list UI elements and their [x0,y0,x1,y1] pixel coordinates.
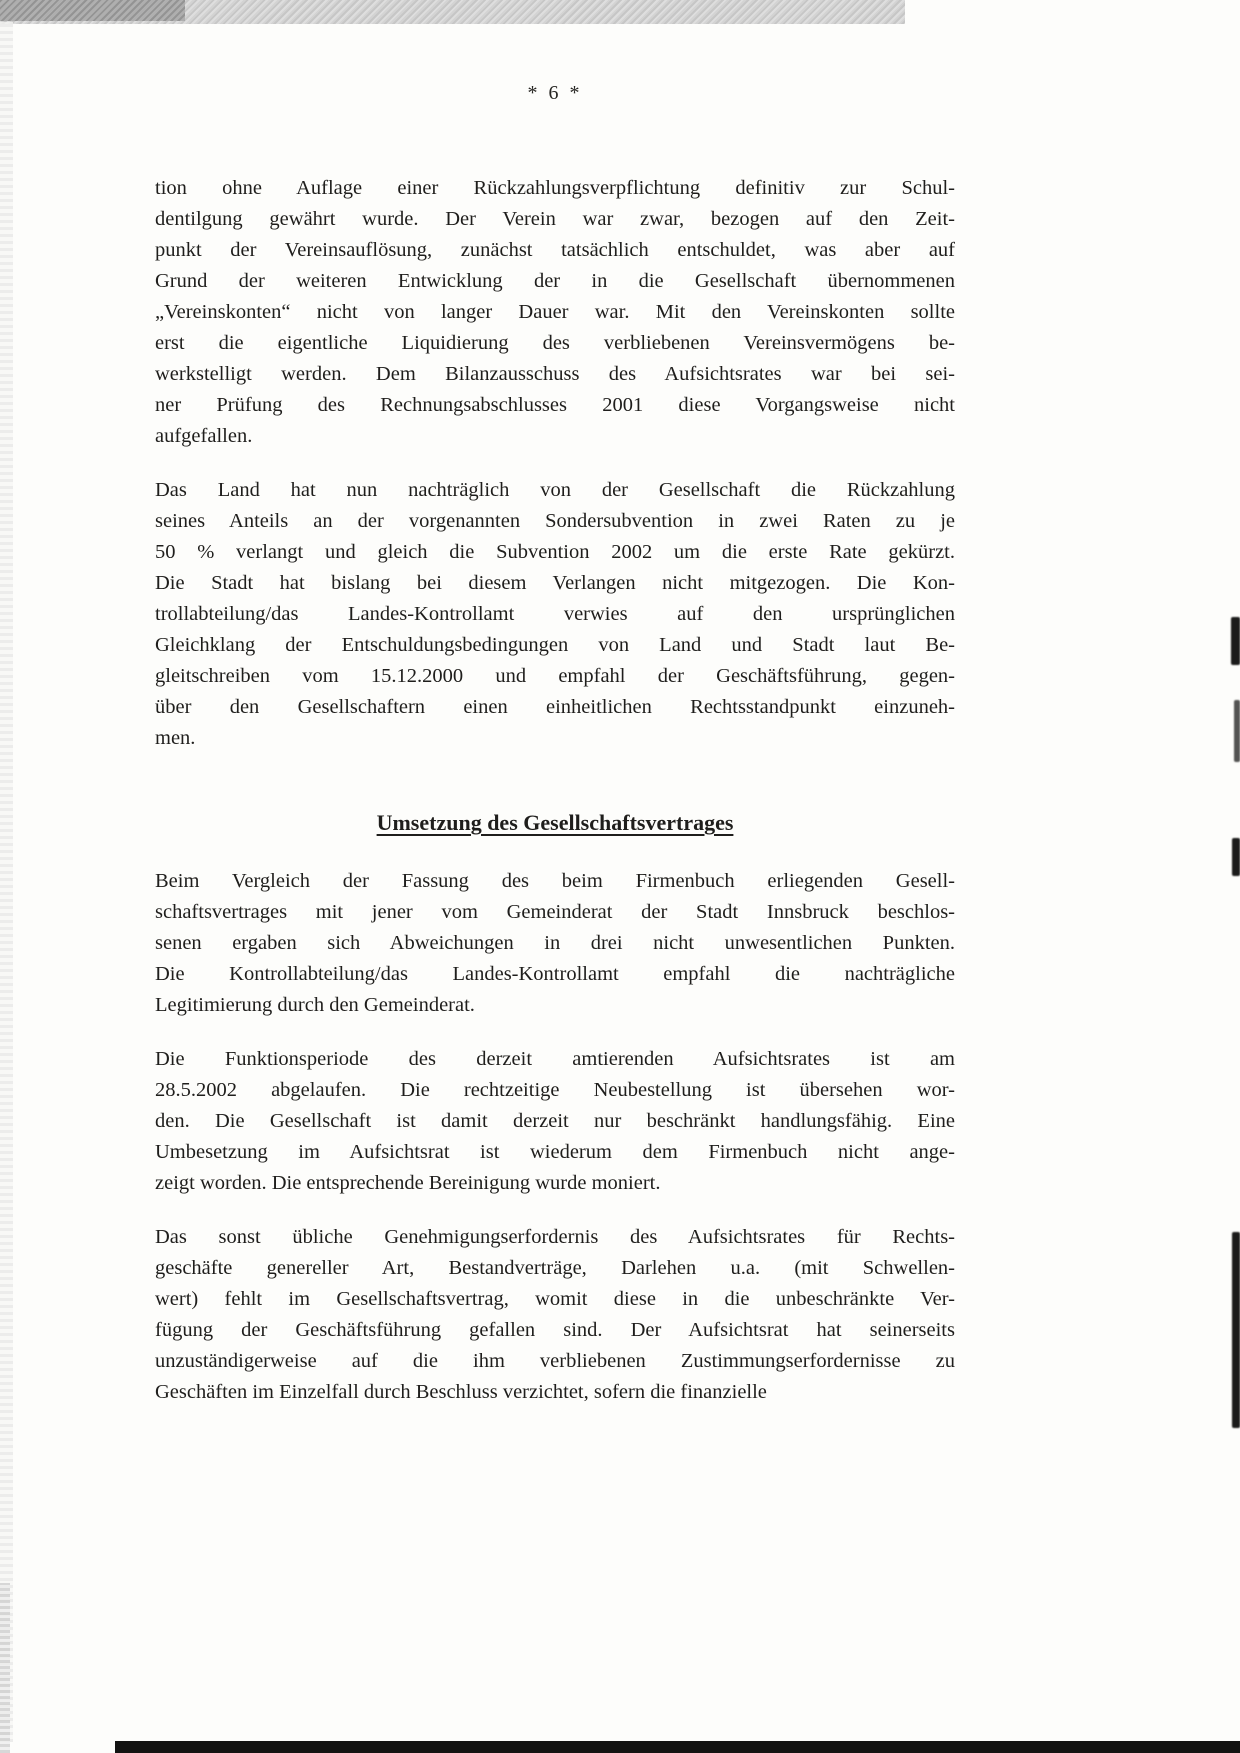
text-line: „Vereinskonten“ nicht von langer Dauer war. Mit den Vereinskonten sollte [155,301,955,323]
paragraph [155,1222,955,1431]
page-number: * 6 * [527,82,583,104]
paragraph [155,1044,955,1222]
paragraph [155,866,955,1044]
scan-artifact-left-band [0,22,13,1742]
text-line: den. Die Gesellschaft ist damit derzeit nur beschränkt handlungsfähig. Eine [155,1110,955,1132]
scan-artifact-right-mark-4 [1232,1232,1240,1428]
text-line: werkstelligt werden. Dem Bilanzausschuss des Aufsichtsrates war bei sei- [155,363,955,385]
document-text [155,173,955,1431]
text-line: wert) fehlt im Gesellschaftsvertrag, womit diese in die unbeschränkte Ver- [155,1288,955,1310]
text-line: punkt der Vereinsauflösung, zunächst tatsächlich entschuldet, was aber auf [155,239,955,261]
scan-artifact-right-mark-3 [1232,838,1240,876]
text-line: fügung der Geschäftsführung gefallen sind. Der Aufsichtsrat hat seinerseits [155,1319,955,1341]
text-line: geschäfte genereller Art, Bestandverträge, Darlehen u.a. (mit Schwellen- [155,1257,955,1279]
text-line: über den Gesellschaftern einen einheitlichen Rechtsstandpunkt einzuneh- [155,696,955,718]
text-line: Das sonst übliche Genehmigungserfordernis des Aufsichtsrates für Rechts- [155,1226,955,1248]
text-line: tion ohne Auflage einer Rückzahlungsverpflichtung definitiv zur Schul- [155,177,955,199]
text-line: seines Anteils an der vorgenannten Sondersubvention in zwei Raten zu je [155,510,955,532]
text-line: Grund der weiteren Entwicklung der in die Gesellschaft übernommenen [155,270,955,292]
section-heading: Umsetzung des Gesellschaftsvertrages [376,810,734,835]
text-line: Umbesetzung im Aufsichtsrat ist wiederum dem Firmenbuch nicht ange- [155,1141,955,1163]
text-line: Die Funktionsperiode des derzeit amtierenden Aufsichtsrates ist am [155,1048,955,1070]
text-line: Beim Vergleich der Fassung des beim Firmenbuch erliegenden Gesell- [155,870,955,892]
text-line: senen ergaben sich Abweichungen in drei nicht unwesentlichen Punkten. [155,932,955,954]
scan-artifact-bottom-left [0,1583,10,1753]
paragraph [155,475,955,777]
scan-artifact-right-mark-1 [1231,617,1240,665]
text-line: aufgefallen. [155,425,253,447]
text-line: trollabteilung/das Landes-Kontrollamt verwies auf den ursprünglichen [155,603,955,625]
text-line: erst die eigentliche Liquidierung des verbliebenen Vereinsvermögens be- [155,332,955,354]
paragraph [155,173,955,475]
text-line: dentilgung gewährt wurde. Der Verein war zwar, bezogen auf den Zeit- [155,208,955,230]
text-line: 50 % verlangt und gleich die Subvention 2002 um die erste Rate gekürzt. [155,541,955,563]
text-line: Legitimierung durch den Gemeinderat. [155,994,475,1016]
text-line: Die Stadt hat bislang bei diesem Verlangen nicht mitgezogen. Die Kon- [155,572,955,594]
text-line: Geschäften im Einzelfall durch Beschluss verzichtet, sofern die finanzielle [155,1381,767,1403]
text-line: schaftsvertrages mit jener vom Gemeinderat der Stadt Innsbruck beschlos- [155,901,955,923]
text-line: Gleichklang der Entschuldungsbedingungen von Land und Stadt laut Be- [155,634,955,656]
text-line: Das Land hat nun nachträglich von der Gesellschaft die Rückzahlung [155,479,955,501]
text-line: gleitschreiben vom 15.12.2000 und empfahl der Geschäftsführung, gegen- [155,665,955,687]
text-line: zeigt worden. Die entsprechende Bereinigung wurde moniert. [155,1172,661,1194]
scan-artifact-top-left [0,0,185,21]
text-line: 28.5.2002 abgelaufen. Die rechtzeitige Neubestellung ist übersehen wor- [155,1079,955,1101]
text-line: unzuständigerweise auf die ihm verbliebenen Zustimmungserfordernisse zu [155,1350,955,1372]
text-line: Die Kontrollabteilung/das Landes-Kontrollamt empfahl die nachträgliche [155,963,955,985]
text-line: ner Prüfung des Rechnungsabschlusses 2001 diese Vorgangsweise nicht [155,394,955,416]
scan-artifact-bottom-bar [115,1741,1240,1753]
text-line: men. [155,727,196,749]
scan-artifact-right-mark-2 [1234,700,1240,762]
